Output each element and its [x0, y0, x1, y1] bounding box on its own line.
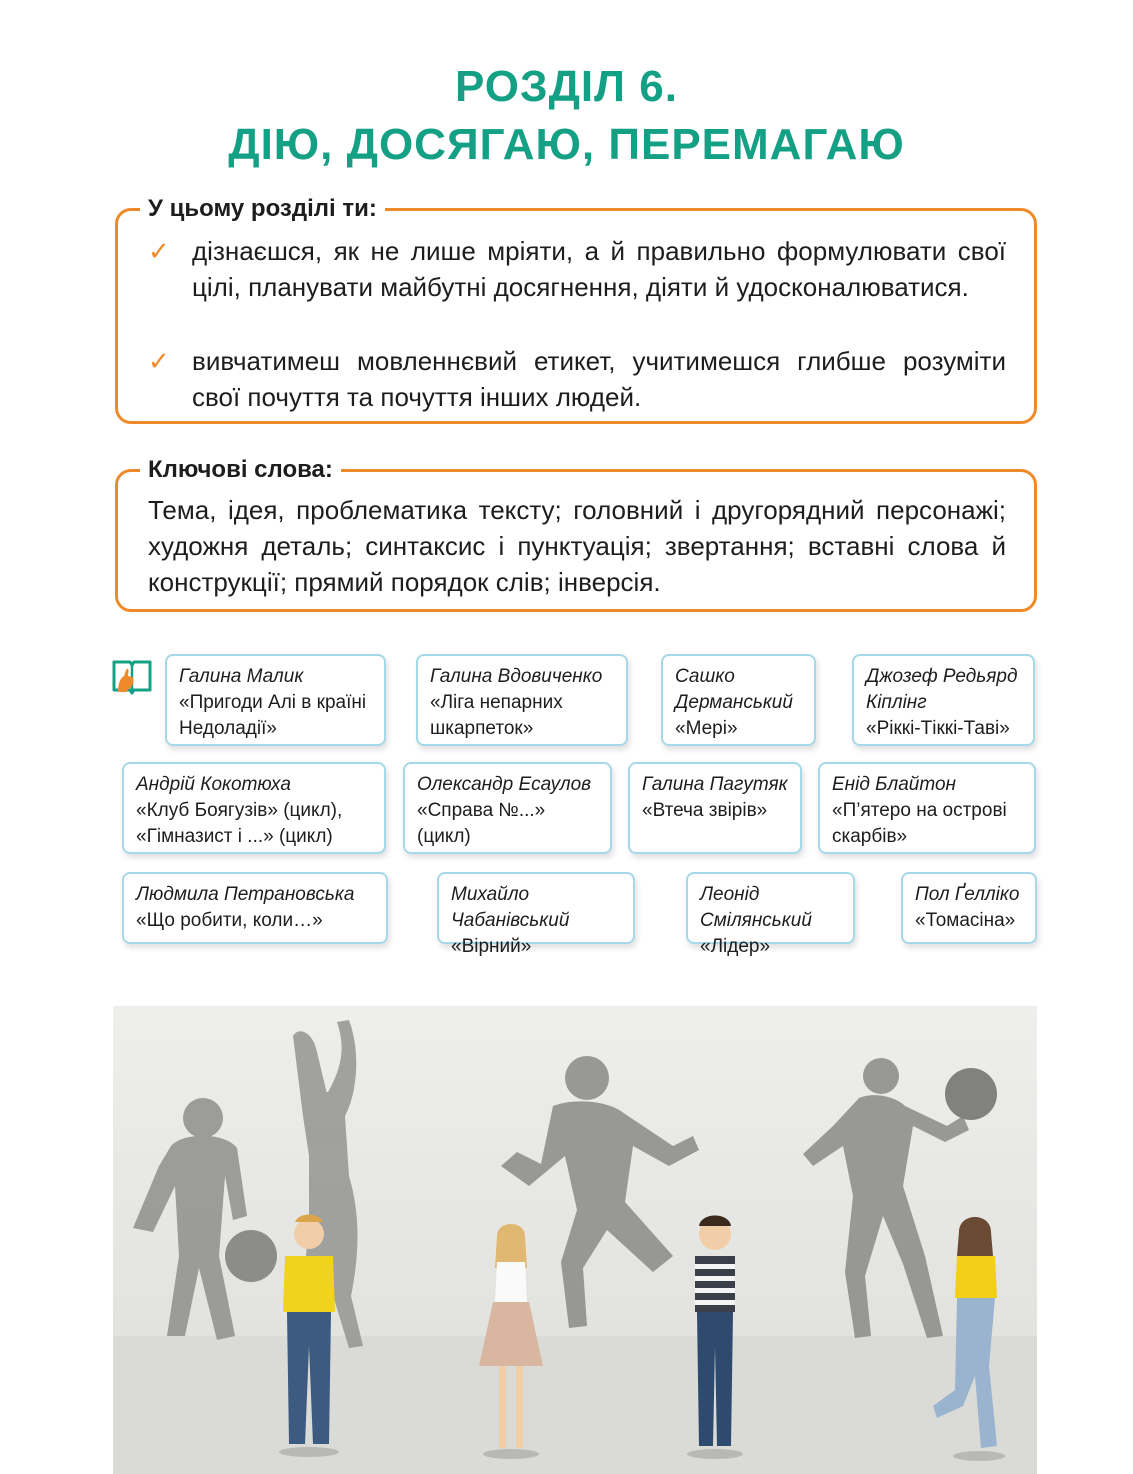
- goal-text: дізнаєшся, як не лише мріяти, а й правильно формулювати свої цілі, планувати майбутні досягнення, діяти й удосконалюватися.: [192, 236, 1006, 302]
- book-title: «Втеча звірів»: [642, 800, 768, 821]
- book-author: Галина Малик: [179, 666, 304, 687]
- goals-box: [115, 195, 1037, 424]
- book-card: [628, 762, 802, 854]
- book-author: Енід Блайтон: [832, 774, 956, 795]
- chapter-number: РОЗДІЛ 6.: [455, 62, 678, 111]
- book-card: [818, 762, 1036, 854]
- chapter-title: ДІЮ, ДОСЯГАЮ, ПЕРЕМАГАЮ: [228, 120, 905, 169]
- book-card: [437, 872, 635, 957]
- book-title: «Томасіна»: [915, 910, 1016, 931]
- book-author: Леонід Смілянський: [700, 884, 812, 931]
- book-title: «Що робити, коли…»: [136, 910, 323, 931]
- goal-item: [148, 343, 1006, 415]
- book-author: Пол Ґелліко: [915, 884, 1020, 905]
- book-author: Сашко Дерманський: [675, 666, 793, 713]
- book-card: [686, 872, 855, 957]
- book-title: «П’ятеро на острові скарбів»: [832, 800, 1007, 847]
- goals-heading: У цьому розділі ти:: [140, 194, 385, 224]
- book-card: [901, 872, 1037, 944]
- book-card: [122, 762, 386, 854]
- book-author: Людмила Петрановська: [136, 884, 355, 905]
- keywords-box: [115, 456, 1037, 612]
- children-shadows-photo: [113, 1006, 1037, 1474]
- keywords-text: Тема, ідея, проблематика тексту; головний і другорядний персонажі; художня деталь; синтаксис і пунктуація; звертання; вставні слова й конструкції; прямий порядок слів; інверсія.: [148, 495, 1006, 597]
- book-title: «Лідер»: [700, 936, 771, 957]
- book-card: [852, 654, 1035, 746]
- book-author: Галина Вдовиченко: [430, 666, 603, 687]
- book-author: Галина Пагутяк: [642, 774, 788, 795]
- book-title: «Мері»: [675, 718, 738, 739]
- goal-text: вивчатимеш мовленнєвий етикет, учитимешся глибше розуміти свої почуття та почуття інших людей.: [192, 346, 1006, 412]
- book-title: «Ріккі-Тіккі-Таві»: [866, 718, 1010, 739]
- book-author: Олександр Есаулов: [417, 774, 592, 795]
- book-author: Андрій Кокотюха: [136, 774, 291, 795]
- check-icon: ✓: [148, 236, 170, 266]
- check-icon: ✓: [148, 346, 170, 376]
- book-card: [165, 654, 386, 746]
- book-card: [122, 872, 388, 944]
- book-author: Джозеф Редьярд Кіплінг: [866, 666, 1018, 713]
- keywords-heading: Ключові слова:: [140, 455, 341, 485]
- book-icon: [112, 656, 152, 696]
- book-card: [403, 762, 612, 854]
- goal-item: [148, 233, 1006, 305]
- book-title: «Клуб Боягузів» (цикл), «Гімназист і ...» (цикл): [136, 800, 343, 847]
- book-card: [416, 654, 628, 746]
- book-author: Михайло Чабанівський: [451, 884, 570, 931]
- book-card: [661, 654, 816, 746]
- book-title: «Пригоди Алі в країні Недоладії»: [179, 692, 367, 739]
- book-title: «Справа №...» (цикл): [417, 800, 546, 847]
- book-title: «Ліга непарних шкарпеток»: [430, 692, 563, 739]
- book-title: «Вірний»: [451, 936, 532, 957]
